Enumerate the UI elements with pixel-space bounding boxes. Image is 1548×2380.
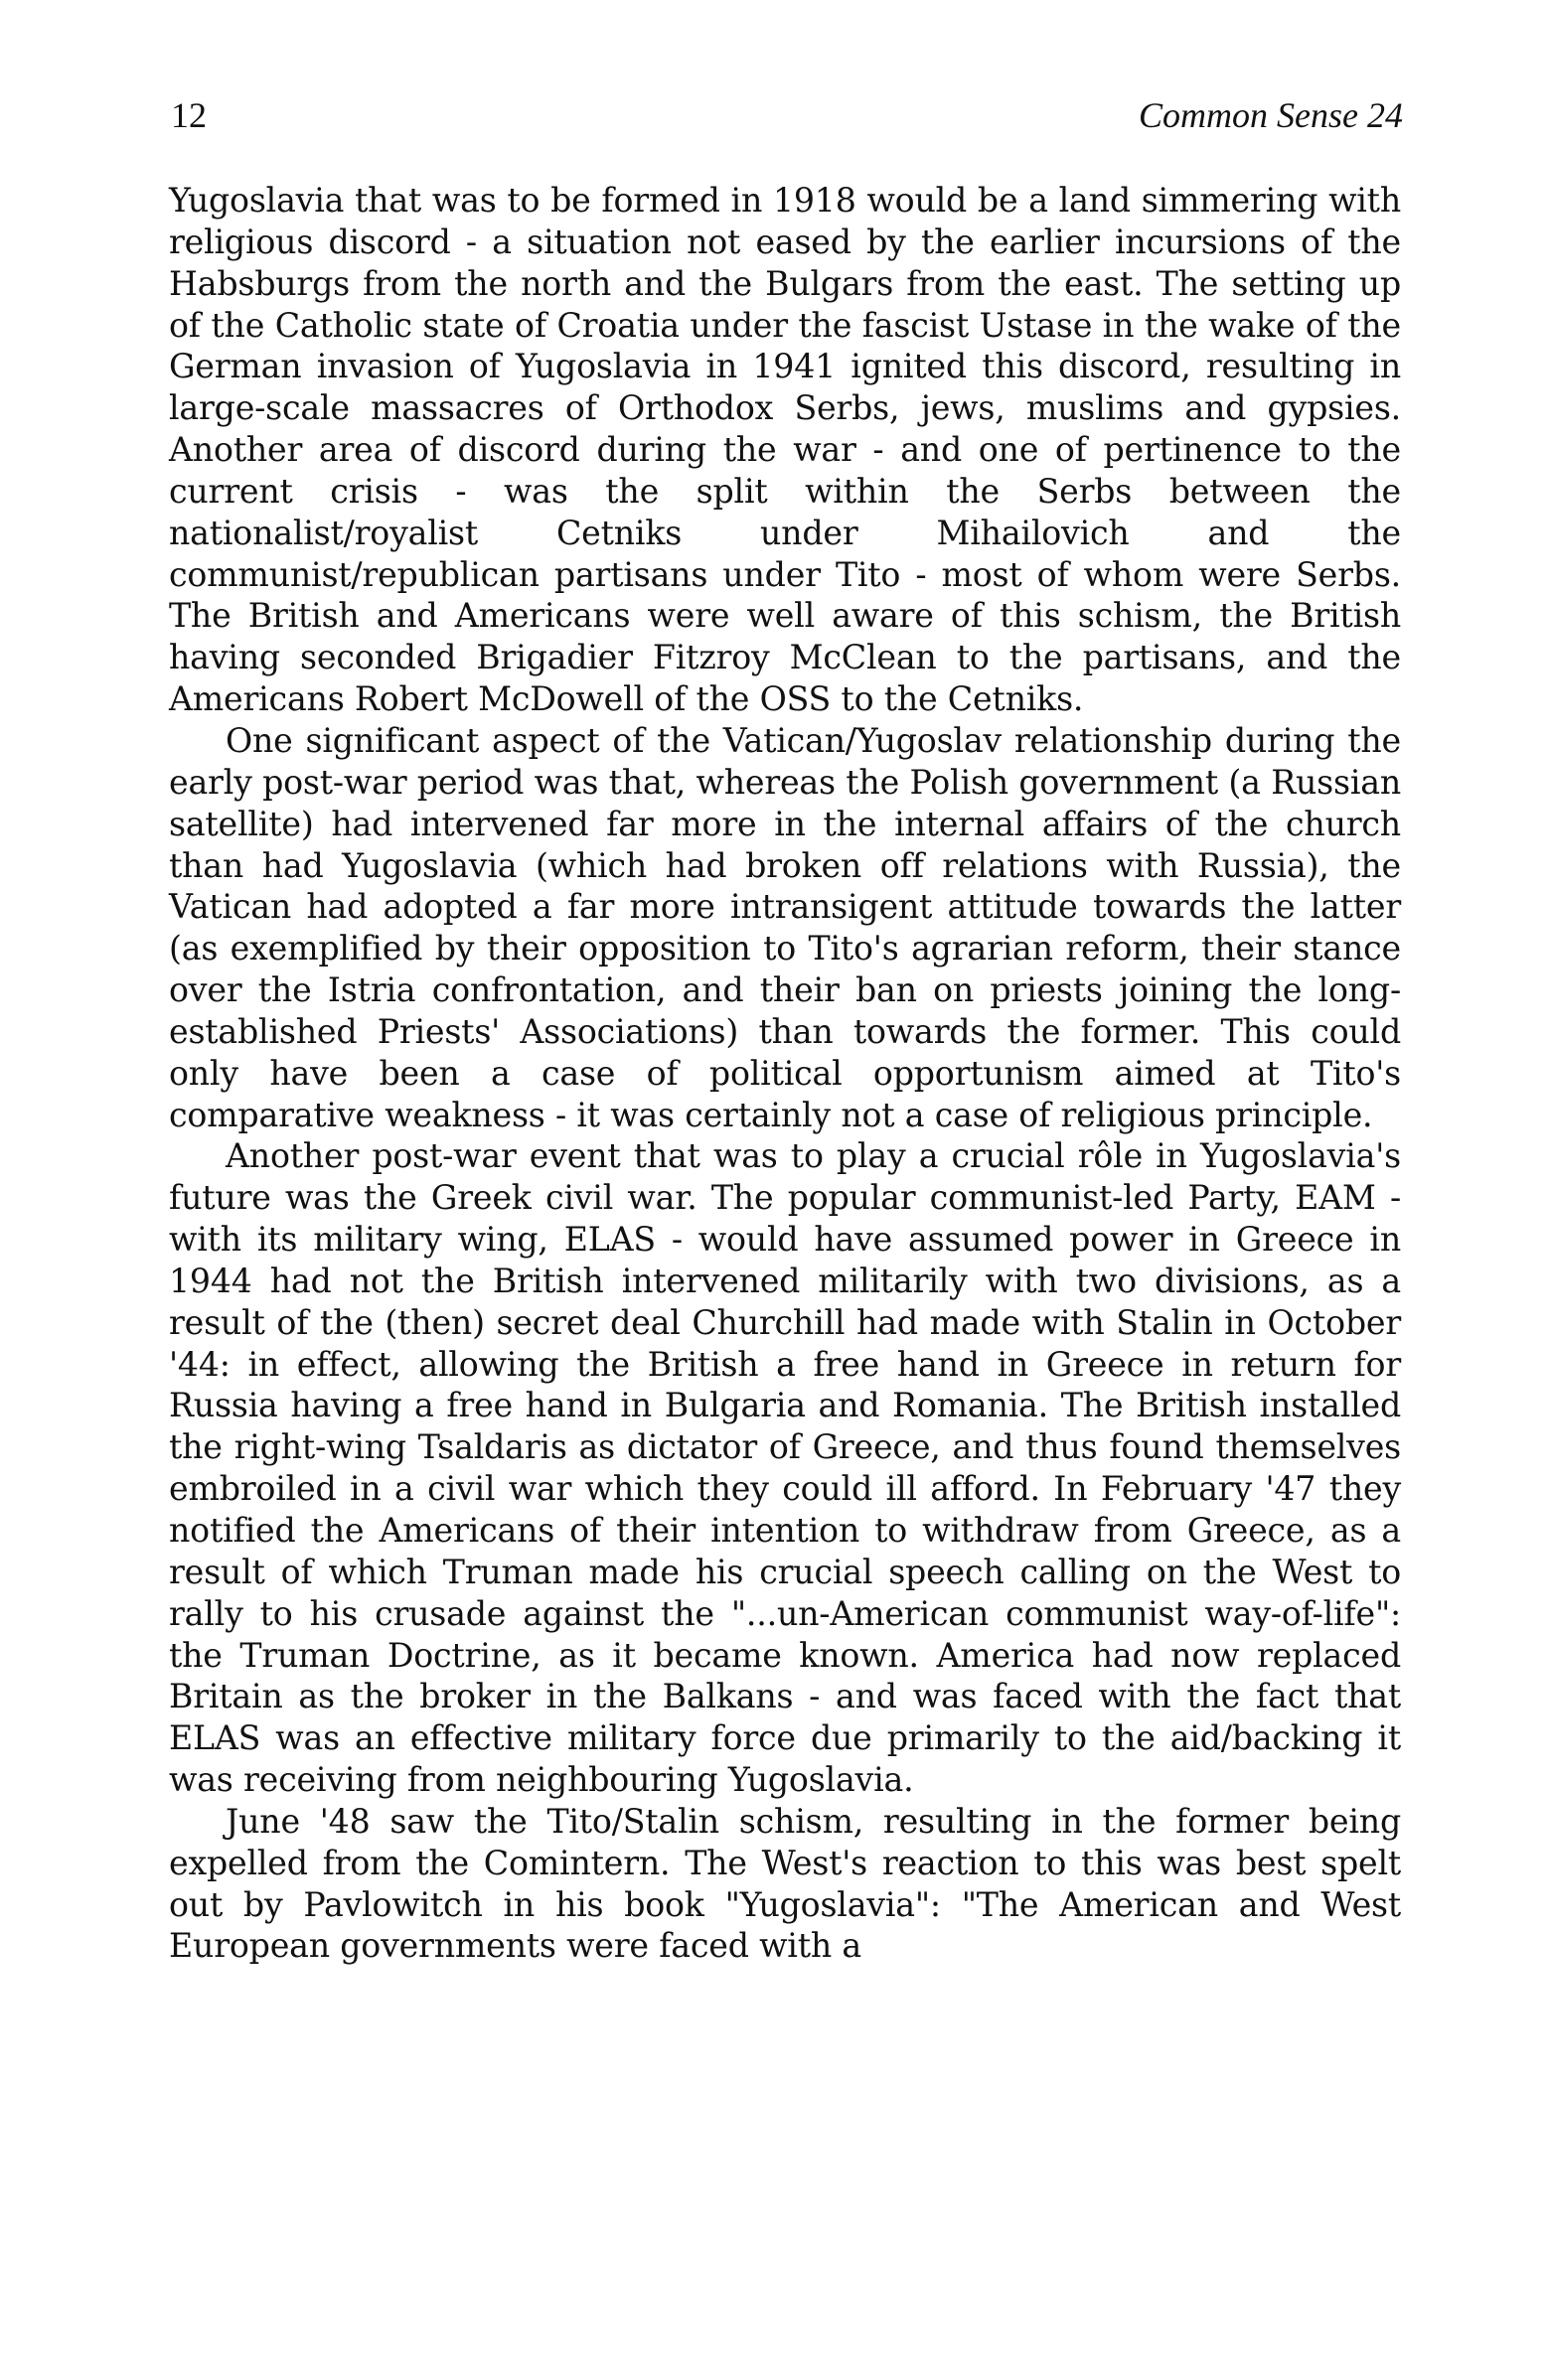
paragraph: Another post-war event that was to play a crucial rôle in Yugoslavia's future was the Greek civil war. The popular communist-led Party, EAM - with its military wing, ELAS - would have assumed power in Greece in 1944 had not the British intervened militarily with two divisions, as a result of the (then) secret deal Churchill had made with Stalin in October '44: in effect, allowing the British a free hand in Greece in return for Russia having a free hand in Bulgaria and Romania. The British installed the right-wing Tsaldaris as dictator of Greece, and thus found themselves embroiled in a civil war which they could ill afford. In February '47 they notified the Americans of their intention to withdraw from Greece, as a result of which Truman made his crucial speech calling on the West to rally to his crusade against the "...un-American communist way-of-life": the Truman Doctrine, as it became known. America had now replaced Britain as the broker in the Balkans - and was faced with the fact that ELAS was an effective military force due primarily to the aid/backing it was receiving from neighbouring Yugoslavia. <box>169 1136 1401 1800</box>
paragraph: One significant aspect of the Vatican/Yugoslav relationship during the early post-war period was that, whereas the Polish government (a Russian satellite) had intervened far more in the internal affairs of the church than had Yugoslavia (which had broken off relations with Russia), the Vatican had adopted a far more intransigent attitude towards the latter (as exemplified by their opposition to Tito's agrarian reform, their stance over the Istria confrontation, and their ban on priests joining the long-established Priests' Associations) than towards the former. This could only have been a case of political opportunism aimed at Tito's comparative weakness - it was certainly not a case of religious principle. <box>169 720 1401 1134</box>
page-number: 12 <box>171 95 207 135</box>
page-header <box>171 95 1403 145</box>
running-head: Common Sense 24 <box>1139 95 1403 135</box>
paragraph: June '48 saw the Tito/Stalin schism, resulting in the former being expelled from the Comintern. The West's reaction to this was best spelt out by Pavlowitch in his book "Yugoslavia": "The American and West European governments were faced with a <box>169 1801 1401 1966</box>
article-body <box>169 180 1401 1967</box>
paragraph: Yugoslavia that was to be formed in 1918 would be a land simmering with religious discord - a situation not eased by the earlier incursions of the Habsburgs from the north and the Bulgars from the east. The setting up of the Catholic state of Croatia under the fascist Ustase in the wake of the German invasion of Yugoslavia in 1941 ignited this discord, resulting in large-scale massacres of Orthodox Serbs, jews, muslims and gypsies. Another area of discord during the war - and one of pertinence to the current crisis - was the split within the Serbs between the nationalist/royalist Cetniks under Mihailovich and the communist/republican partisans under Tito - most of whom were Serbs. The British and Americans were well aware of this schism, the British having seconded Brigadier Fitzroy McClean to the partisans, and the Americans Robert McDowell of the OSS to the Cetniks. <box>169 181 1401 719</box>
